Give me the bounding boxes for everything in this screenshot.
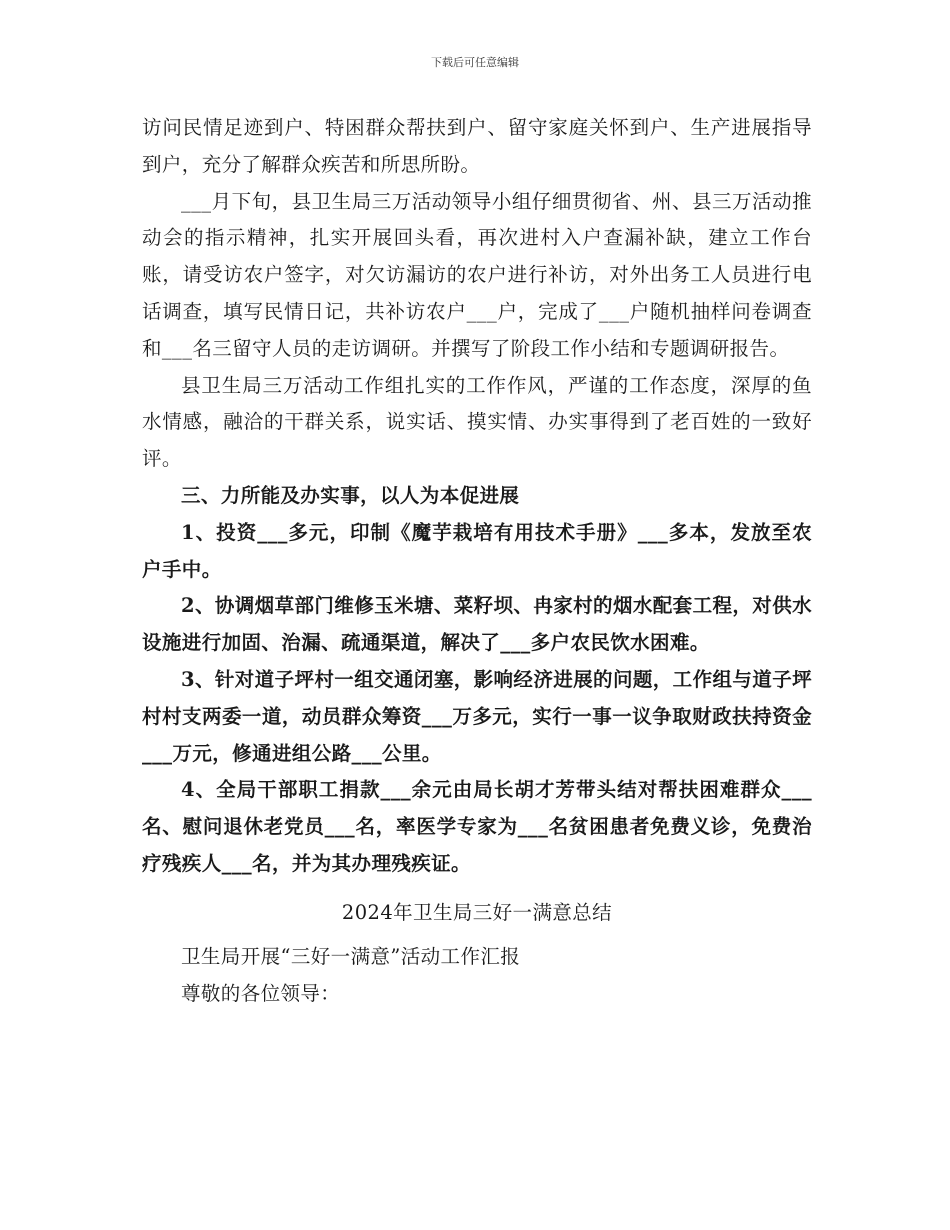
- section-heading-practical-work: 三、力所能及办实事，以人为本促进展: [181, 483, 520, 507]
- greeting: 尊敬的各位领导：: [181, 981, 341, 1005]
- paragraph-continuation: 访问民情足迹到户、特困群众帮扶到户、留守家庭关怀到户、生产进展指导到户，充分了解群众疾苦和所思所盼。: [142, 116, 812, 176]
- page-header: 下载后可任意编辑: [431, 56, 519, 69]
- list-item-water-project: 2、协调烟草部门维修玉米塘、菜籽坝、冉家村的烟水配套工程，对供水设施进行加固、治漏、疏通渠道，解决了___多户农民饮水困难。: [142, 594, 812, 655]
- list-item-road-project: 3、针对道子坪村一组交通闭塞，影响经济进展的问题，工作组与道子坪村村支两委一道，动员群众筹资___万多元，实行一事一议争取财政扶持资金___万元，修通进组公路___公里。: [142, 667, 812, 765]
- document-body: [142, 110, 812, 1012]
- paragraph-praise: 县卫生局三万活动工作组扎实的工作作风，严谨的工作态度，深厚的鱼水情感，融洽的干群关系，说实话、摸实情、办实事得到了老百姓的一致好评。: [142, 373, 812, 471]
- list-item-investment: 1、投资___多元，印制《魔芋栽培有用技术手册》___多本，发放至农户手中。: [142, 520, 812, 581]
- list-item-donations: 4、全局干部职工捐款___余元由局长胡才芳带头结对帮扶困难群众___名、慰问退休老党员___名，率医学专家为___名贫困患者免费义诊，免费治疗残疾人___名，并为其办理残疾证。: [142, 778, 812, 875]
- report-subtitle: 卫生局开展“三好一满意”活动工作汇报: [181, 944, 521, 968]
- document-title: 2024年卫生局三好一满意总结: [341, 900, 613, 924]
- paragraph-followup-visits: ___月下旬，县卫生局三万活动领导小组仔细贯彻省、州、县三万活动推动会的指示精神，扎实开展回头看，再次进村入户查漏补缺，建立工作台账，请受访农户签字，对欠访漏访的农户进行补访，对外出务工人员进行电话调查，填写民情日记，共补访农户___户，完成了___户随机抽样问卷调查和___名三留守人员的走访调研。并撰写了阶段工作小结和专题调研报告。: [142, 189, 812, 360]
